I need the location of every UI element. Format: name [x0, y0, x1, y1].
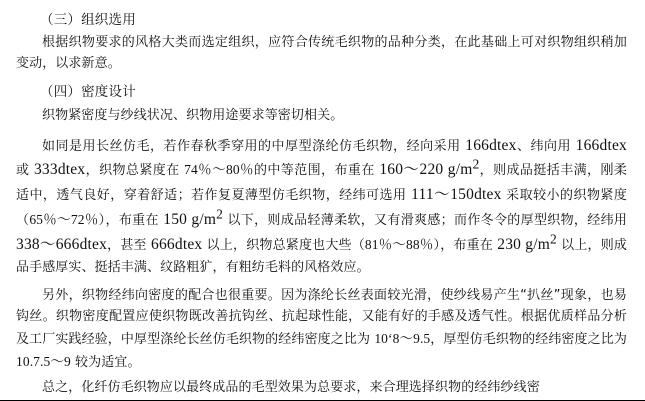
- paragraph-summary: 总之，化纤仿毛织物应以最终成品的毛型效果为总要求，来合理选择织物的经纬纱线密: [42, 379, 540, 395]
- value-fabric-weight-heavy: 230 g/m: [497, 235, 550, 253]
- text-frag-i: 的中等范围，布重在: [253, 163, 380, 179]
- paragraph-warp-weft-density-ratio: [16, 286, 627, 373]
- text-frag-4a: 另外，织物经纬向密度的配合也很重要。因为涤纶长丝表面较光滑，使纱线易产生“扒丝”现象，也易钩丝。织物密度配置应使织物既改善抗钩丝、抗起球性能，又能有好的手感及透气性。根据优质样品分析及工厂实践经验，中厚型涤纶长丝仿毛织物的经纬密度之比为: [16, 288, 627, 348]
- value-light-dtex-range: 111～150dtex: [411, 186, 502, 204]
- text-frag-k: ，则成品挺括丰满，刚柔适中，透气良好，穿着舒适；若作复夏薄型仿毛织物，经纬可选用: [16, 163, 627, 204]
- paragraph-density-intro: 织物紧密度与纱线状况、织物用途要求等密切相关。: [42, 107, 344, 123]
- text-frag-4e: 较为适宜。: [70, 354, 141, 370]
- value-fabric-weight-medium: 160～220 g/m: [379, 161, 473, 179]
- text-frag-a: 如同是用长丝仿毛，若作春秋季穿用的中厚型涤纶仿毛织物，经向采用: [42, 138, 466, 154]
- value-total-tightness-heavy: 81％～88％: [364, 236, 434, 252]
- value-weft-dtex-2: 333dtex: [33, 161, 86, 179]
- text-frag-c: 、纬向用: [516, 138, 576, 154]
- value-total-tightness-medium: 74％～80％: [184, 162, 254, 178]
- section-spacer-3: [16, 279, 627, 286]
- value-weft-dtex-1: 166dtex: [575, 136, 627, 154]
- value-fabric-weight-light: 150 g/m: [163, 211, 217, 229]
- text-frag-4c: ，厚型仿毛织物的经纬密度之比为: [430, 332, 627, 348]
- text-frag-q: 以下，则成品轻薄柔软，又有滑爽感；而作冬令的厚型织物，经纬用: [223, 213, 628, 229]
- text-frag-e: 或: [16, 163, 34, 179]
- value-heavy-dtex-range: 338～666dtex: [16, 235, 108, 253]
- paragraph-filament-imitation-wool: [16, 134, 627, 279]
- text-frag-u: 以上，织物总紧度也大些（: [202, 237, 365, 253]
- paragraph-organization-selection: 根据织物要求的风格大类而选定组织，应符合传统毛织物的品种分类，在此基础上可对织物组织稍加变动，以求新意。: [16, 35, 627, 72]
- section-spacer-2: [16, 127, 627, 134]
- heading-organization-selection: （三）组织选用: [40, 12, 136, 28]
- superscript-square-3: 2: [550, 231, 557, 247]
- value-heavy-dtex-max: 666dtex: [151, 235, 203, 253]
- text-frag-m: 采取较小的织物紧度（: [16, 188, 627, 229]
- value-total-tightness-light: 65％～72％: [29, 212, 99, 228]
- value-ratio-medium: 10ʻ8～9.5: [374, 331, 431, 347]
- text-frag-w: ），布重在: [433, 237, 498, 253]
- text-frag-s: ，甚至: [107, 237, 152, 253]
- value-ratio-heavy: 10.7.5～9: [16, 353, 71, 369]
- superscript-square-2: 2: [216, 206, 223, 222]
- text-frag-g: ，织物总紧度在: [85, 163, 185, 179]
- value-warp-dtex-1: 166dtex: [465, 136, 517, 154]
- text-frag-o: ），布重在: [98, 213, 164, 229]
- text-frag-y: 以上，则成品手感厚实、挺括丰满、纹路粗犷，有粗纺毛料的风格效应。: [16, 237, 628, 275]
- superscript-square-1: 2: [472, 157, 480, 173]
- heading-density-design: （四）密度设计: [40, 84, 136, 101]
- section-spacer: [16, 75, 627, 82]
